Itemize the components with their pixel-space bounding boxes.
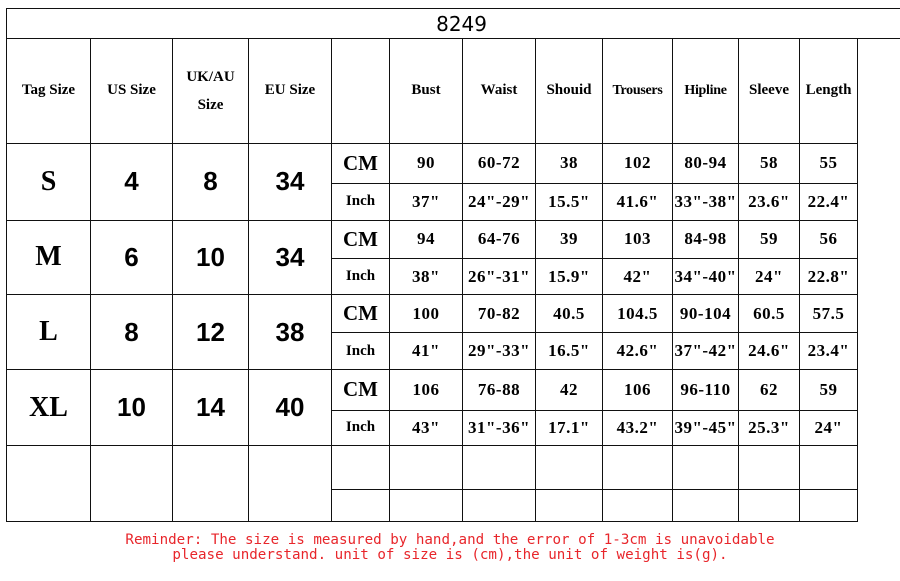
waist-cell: 70-82 (463, 295, 536, 333)
uk-size-cell: 10 (173, 220, 249, 294)
waist-cell: 26"-31" (463, 258, 536, 294)
hipline-cell: 84-98 (673, 220, 739, 258)
bust-cell: 100 (390, 295, 463, 333)
unit-inch-cell: Inch (332, 333, 390, 370)
unit-cm-cell: CM (332, 143, 390, 183)
reminder-line-1: Reminder: The size is measured by hand,and the error of 1-3cm is unavoidable (125, 532, 775, 548)
trousers-cell: 43.2" (603, 410, 673, 445)
empty-cell (800, 445, 858, 489)
shoulder-cell: 15.9" (536, 258, 603, 294)
header-shoulder: Shouid (536, 39, 603, 143)
empty-cell (800, 489, 858, 521)
length-cell: 57.5 (800, 295, 858, 333)
us-size-cell: 8 (91, 295, 173, 370)
empty-cell (603, 489, 673, 521)
shoulder-cell: 39 (536, 220, 603, 258)
empty-cell (739, 489, 800, 521)
empty-cell (390, 445, 463, 489)
header-length: Length (800, 39, 858, 143)
chart-title: 8249 (7, 9, 900, 39)
empty-cell (332, 489, 390, 521)
empty-cell (7, 445, 91, 521)
header-trousers: Trousers (603, 39, 673, 143)
bust-cell: 106 (390, 370, 463, 410)
tag-size-cell: M (7, 220, 91, 294)
hipline-cell: 37"-42" (673, 333, 739, 370)
table-row (7, 220, 900, 258)
empty-cell (463, 445, 536, 489)
bust-cell: 37" (390, 183, 463, 220)
table-row (7, 370, 900, 410)
empty-cell (673, 445, 739, 489)
hipline-cell: 90-104 (673, 295, 739, 333)
sleeve-cell: 58 (739, 143, 800, 183)
hipline-cell: 96-110 (673, 370, 739, 410)
tag-size-cell: S (7, 143, 91, 220)
sleeve-cell: 24" (739, 258, 800, 294)
shoulder-cell: 40.5 (536, 295, 603, 333)
eu-size-cell: 34 (249, 143, 332, 220)
length-cell: 22.8" (800, 258, 858, 294)
hipline-cell: 39"-45" (673, 410, 739, 445)
waist-cell: 60-72 (463, 143, 536, 183)
length-cell: 55 (800, 143, 858, 183)
empty-cell (390, 489, 463, 521)
bust-cell: 90 (390, 143, 463, 183)
sleeve-cell: 24.6" (739, 333, 800, 370)
sleeve-cell: 62 (739, 370, 800, 410)
empty-cell (673, 489, 739, 521)
header-eu-size: EU Size (249, 39, 332, 143)
header-uk-au-line2: Size (197, 96, 224, 113)
table-row (7, 295, 900, 333)
length-cell: 56 (800, 220, 858, 258)
shoulder-cell: 38 (536, 143, 603, 183)
unit-inch-cell: Inch (332, 410, 390, 445)
trousers-cell: 102 (603, 143, 673, 183)
reminder-line-2: please understand. unit of size is (cm),the unit of weight is(g). (172, 547, 728, 563)
length-cell: 22.4" (800, 183, 858, 220)
tag-size-cell: XL (7, 370, 91, 445)
table-row (7, 143, 900, 183)
shoulder-cell: 17.1" (536, 410, 603, 445)
hipline-cell: 34"-40" (673, 258, 739, 294)
header-row (7, 39, 900, 143)
eu-size-cell: 34 (249, 220, 332, 294)
unit-cm-cell: CM (332, 295, 390, 333)
reminder-note (0, 533, 900, 563)
uk-size-cell: 14 (173, 370, 249, 445)
empty-cell (249, 445, 332, 521)
trousers-cell: 42.6" (603, 333, 673, 370)
unit-cm-cell: CM (332, 370, 390, 410)
trousers-cell: 106 (603, 370, 673, 410)
uk-size-cell: 12 (173, 295, 249, 370)
eu-size-cell: 38 (249, 295, 332, 370)
trousers-cell: 41.6" (603, 183, 673, 220)
header-bust: Bust (390, 39, 463, 143)
header-unit (332, 39, 390, 143)
us-size-cell: 10 (91, 370, 173, 445)
empty-cell (739, 445, 800, 489)
tag-size-cell: L (7, 295, 91, 370)
empty-cell (603, 445, 673, 489)
sleeve-cell: 25.3" (739, 410, 800, 445)
empty-cell (536, 445, 603, 489)
waist-cell: 31"-36" (463, 410, 536, 445)
waist-cell: 76-88 (463, 370, 536, 410)
empty-cell (91, 445, 173, 521)
hipline-cell: 80-94 (673, 143, 739, 183)
sleeve-cell: 59 (739, 220, 800, 258)
us-size-cell: 6 (91, 220, 173, 294)
shoulder-cell: 42 (536, 370, 603, 410)
waist-cell: 29"-33" (463, 333, 536, 370)
header-uk-au-size (173, 39, 249, 143)
empty-cell (332, 445, 390, 489)
empty-cell (173, 445, 249, 521)
sleeve-cell: 60.5 (739, 295, 800, 333)
waist-cell: 64-76 (463, 220, 536, 258)
header-uk-au-line1: UK/AU (186, 68, 235, 85)
bust-cell: 41" (390, 333, 463, 370)
shoulder-cell: 15.5" (536, 183, 603, 220)
sleeve-cell: 23.6" (739, 183, 800, 220)
length-cell: 24" (800, 410, 858, 445)
unit-inch-cell: Inch (332, 258, 390, 294)
eu-size-cell: 40 (249, 370, 332, 445)
bust-cell: 43" (390, 410, 463, 445)
shoulder-cell: 16.5" (536, 333, 603, 370)
trousers-cell: 103 (603, 220, 673, 258)
header-waist: Waist (463, 39, 536, 143)
unit-cm-cell: CM (332, 220, 390, 258)
empty-cell (536, 489, 603, 521)
size-chart-table (6, 8, 900, 522)
length-cell: 23.4" (800, 333, 858, 370)
trousers-cell: 42" (603, 258, 673, 294)
bust-cell: 94 (390, 220, 463, 258)
header-tag-size: Tag Size (7, 39, 91, 143)
empty-cell (463, 489, 536, 521)
hipline-cell: 33"-38" (673, 183, 739, 220)
bust-cell: 38" (390, 258, 463, 294)
header-us-size: US Size (91, 39, 173, 143)
waist-cell: 24"-29" (463, 183, 536, 220)
uk-size-cell: 8 (173, 143, 249, 220)
header-hipline: Hipline (673, 39, 739, 143)
length-cell: 59 (800, 370, 858, 410)
header-sleeve: Sleeve (739, 39, 800, 143)
empty-row (7, 445, 900, 489)
trousers-cell: 104.5 (603, 295, 673, 333)
us-size-cell: 4 (91, 143, 173, 220)
unit-inch-cell: Inch (332, 183, 390, 220)
